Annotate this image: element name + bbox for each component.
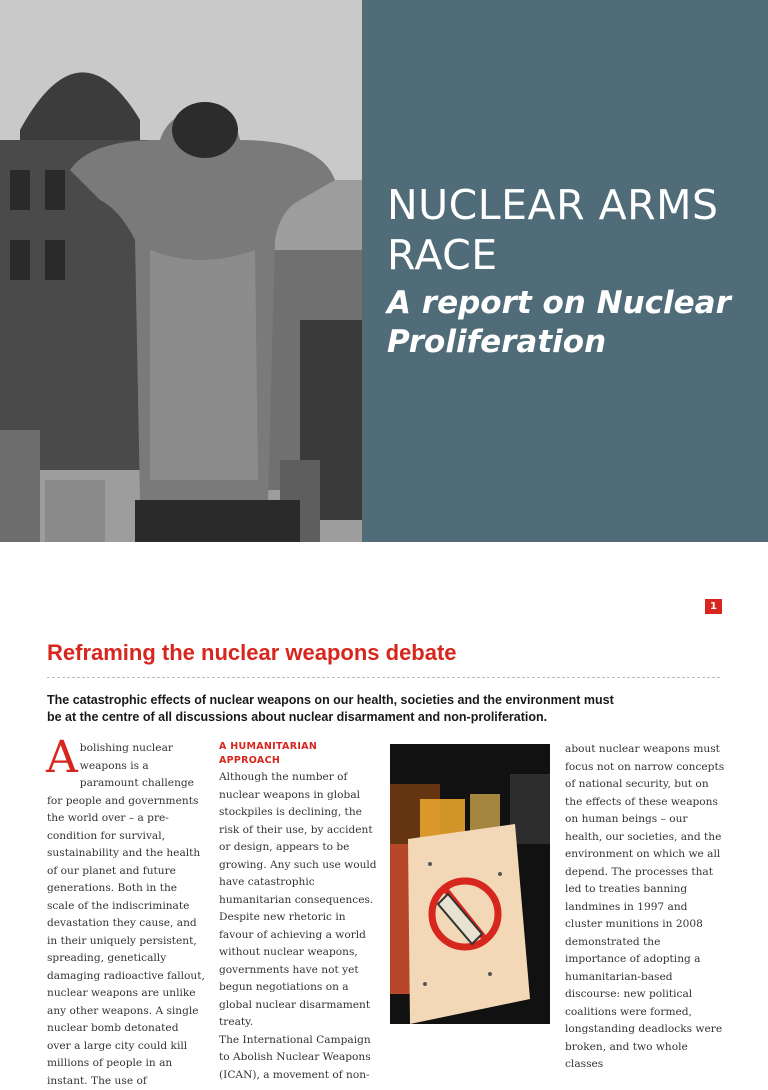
cover-subtitle: A report on Nuclear Proliferation (387, 285, 731, 360)
column-2-text: Although the number of nuclear weapons in global stockpiles is declining, the risk of their use, by accident or design, appears to be growing. Any such use would have catastrophic humanitarian consequences. Despite new rhetoric in favour of achieving a world without nuclear weapons, governments have not yet begun negotiations on a global nuclear disarmament treaty. (219, 771, 377, 1028)
cover-title: NUCLEAR ARMS RACE (387, 181, 719, 279)
lantern-photo (390, 744, 550, 1024)
column-3-text: about nuclear weapons must focus not on narrow concepts of national security, but on the effects of these weapons on human beings – our health, our societies, and the environment on which we all depend. The processes that led to treaties banning landmines in 1997 and cluster munitions in 2008 demonstrated the importance of adopting a humanitarian-based discourse: new political coalitions were formed, longstanding deadlocks were broken, and two whole classes (565, 743, 725, 1070)
page-number-badge: 1 (705, 599, 722, 614)
section-title: Reframing the nuclear weapons debate (47, 640, 457, 665)
column-subhead: A HUMANITARIAN APPROACH (219, 741, 318, 766)
text-column-3 (565, 741, 725, 1074)
text-column-1 (46, 732, 205, 1090)
column-1-text: bolishing nuclear weapons is a paramount challenge for people and governments the world over – a pre-condition for survival, sustainability and the health of our planet and future generations. Both in the scale of the indiscriminate devastation they cause, and in their uniquely persistent, spreading, genetically damaging radioactive fallout, nuclear weapons are unlike any other weapons. A single nuclear bomb detonated over a large city could kill millions of people in an instant. The use of (47, 742, 205, 1087)
cover-photo (0, 0, 362, 542)
lead-paragraph: The catastrophic effects of nuclear weapons on our health, societies and the environment must be at the centre of all discussions about nuclear disarmament and non-proliferation. (47, 693, 614, 724)
dashed-divider (47, 677, 720, 678)
text-column-2 (219, 740, 377, 1084)
drop-cap: A (46, 732, 78, 783)
column-2-text-continued: The International Campaign to Abolish Nuclear Weapons (ICAN), a movement of non- (219, 1033, 371, 1081)
